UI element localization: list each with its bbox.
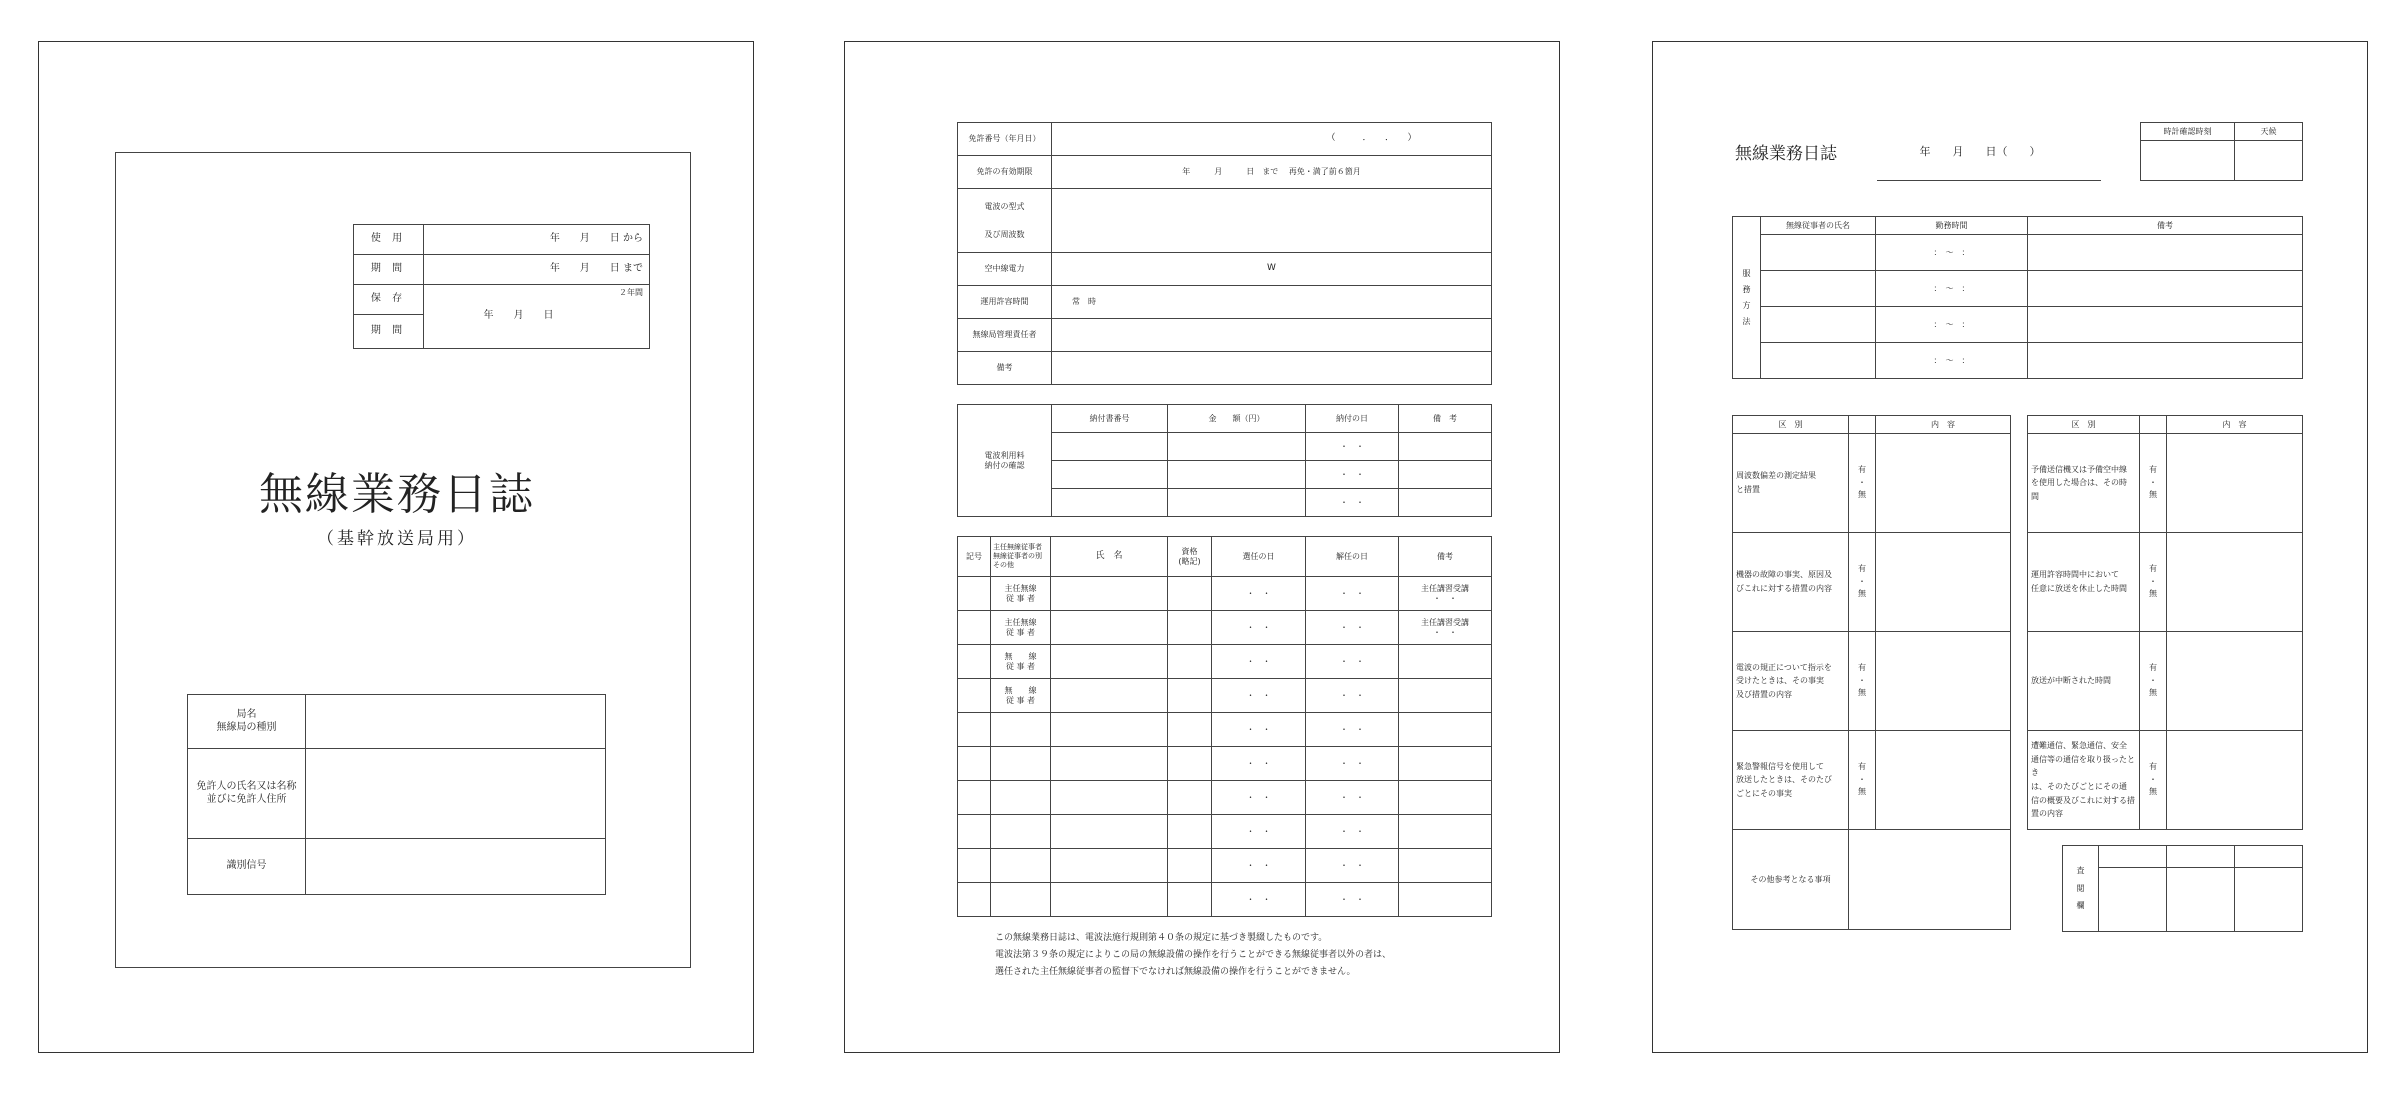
op-header-dismiss: 解任の日	[1306, 537, 1399, 577]
notes	[995, 930, 1391, 981]
table-row: ： ～ ：	[1733, 271, 2303, 307]
op-mark	[958, 849, 991, 883]
table-row	[2028, 434, 2303, 533]
op-dismiss-date: ・ ・	[1306, 781, 1399, 815]
op-remarks	[1399, 883, 1492, 917]
left-kind: 周波数偏差の測定結果 と措置	[1733, 434, 1849, 533]
op-dismiss-date: ・ ・	[1306, 713, 1399, 747]
op-remarks	[1399, 747, 1492, 781]
log-title: 無線業務日誌	[1735, 144, 1837, 164]
license-number-label: 免許番号（年月日）	[958, 123, 1052, 156]
table-row: ・ ・	[958, 461, 1492, 489]
op-qual	[1168, 849, 1212, 883]
op-appoint-date: ・ ・	[1212, 645, 1306, 679]
clock-check-value	[2141, 141, 2235, 181]
license-remarks-value	[1052, 352, 1492, 385]
table-row: ： ～ ：	[1733, 343, 2303, 379]
op-remarks	[1399, 713, 1492, 747]
left-section-table	[1732, 415, 2011, 930]
cover-page	[38, 41, 754, 1053]
keep-date: 年 月 日	[483, 310, 554, 322]
right-kind: 遭難通信、緊急通信、安全 通信等の通信を取り扱ったとき は、そのたびごとにその通 信の概要及びこれに対する措置の内容	[2028, 731, 2140, 830]
table-row	[2028, 731, 2303, 830]
op-mark	[958, 781, 991, 815]
fee-header-remarks: 備 考	[1399, 405, 1492, 433]
inspection-table	[2062, 845, 2303, 932]
op-mark	[958, 747, 991, 781]
table-row: ・ ・	[958, 489, 1492, 517]
left-kind: 機器の故障の事実、原因及 びこれに対する措置の内容	[1733, 533, 1849, 632]
right-header-kind: 区 別	[2028, 416, 2140, 434]
emission-value	[1052, 189, 1492, 253]
yes-no-mark: 有 ・ 無	[1849, 434, 1876, 533]
yes-no-mark: 有 ・ 無	[2140, 434, 2167, 533]
period-label: 期 間	[354, 255, 424, 285]
right-section-table	[2027, 415, 2303, 830]
op-appoint-date: ・ ・	[1212, 781, 1306, 815]
licensee-value	[306, 749, 606, 839]
note-3: 選任された主任無線従事者の監督下でなければ無線設備の操作を行うことができません。	[995, 967, 1356, 977]
left-content	[1876, 731, 2011, 830]
right-kind: 放送が中断された時間	[2028, 632, 2140, 731]
fee-label: 電波利用料 納付の確認	[958, 405, 1052, 517]
op-name	[1051, 645, 1168, 679]
table-row: ： ～ ：	[1733, 235, 2303, 271]
op-header-remarks: 備考	[1399, 537, 1492, 577]
manager-label: 無線局管理責任者	[958, 319, 1052, 352]
left-content	[1876, 434, 2011, 533]
yes-no-mark: 有 ・ 無	[2140, 731, 2167, 830]
log-page	[1652, 41, 2368, 1053]
op-qual	[1168, 645, 1212, 679]
op-appoint-date: ・ ・	[1212, 883, 1306, 917]
op-name	[1051, 747, 1168, 781]
service-header-name: 無線従事者の氏名	[1761, 217, 1876, 235]
log-date-underline	[1877, 180, 2101, 181]
op-dismiss-date: ・ ・	[1306, 611, 1399, 645]
table-row	[958, 815, 1492, 849]
op-type	[991, 747, 1051, 781]
fee-header-amount: 金 額（円）	[1168, 405, 1306, 433]
right-kind: 予備送信機又は予備空中線 を使用した場合は、その時 間	[2028, 434, 2140, 533]
left-header-content: 内 容	[1876, 416, 2011, 434]
table-row	[958, 645, 1492, 679]
op-type: 無 線 従 事 者	[991, 645, 1051, 679]
license-table	[957, 122, 1492, 385]
op-header-qual: 資格 (略記)	[1168, 537, 1212, 577]
note-2: 電波法第３９条の規定によりこの局の無線設備の操作を行うことができる無線従事者以外の者は、	[995, 950, 1392, 960]
use-until: 年 月 日 まで	[424, 255, 650, 285]
op-remarks: 主任講習受講 ・ ・	[1399, 577, 1492, 611]
op-header-mark: 記号	[958, 537, 991, 577]
op-appoint-date: ・ ・	[1212, 577, 1306, 611]
license-page	[844, 41, 1560, 1053]
yes-no-mark: 有 ・ 無	[1849, 632, 1876, 731]
op-qual	[1168, 679, 1212, 713]
fee-header-date: 納付の日	[1306, 405, 1399, 433]
cover-subtitle: （基幹放送局用）	[317, 529, 477, 549]
op-mark	[958, 713, 991, 747]
fee-header-number: 納付書番号	[1052, 405, 1168, 433]
op-appoint-date: ・ ・	[1212, 611, 1306, 645]
call-sign-value	[306, 839, 606, 895]
use-from: 年 月 日 から	[424, 225, 650, 255]
left-content	[1876, 533, 2011, 632]
right-content	[2167, 533, 2303, 632]
yes-no-mark: 有 ・ 無	[2140, 533, 2167, 632]
op-remarks: 主任講習受講 ・ ・	[1399, 611, 1492, 645]
op-mark	[958, 815, 991, 849]
use-label: 使 用	[354, 225, 424, 255]
op-name	[1051, 679, 1168, 713]
op-dismiss-date: ・ ・	[1306, 679, 1399, 713]
right-header-content: 内 容	[2167, 416, 2303, 434]
service-header-remarks: 備考	[2028, 217, 2303, 235]
op-name	[1051, 577, 1168, 611]
validity-value: 年 月 日 まで 再免・満了前６箇月	[1052, 156, 1492, 189]
inspection-label: 査 閲 欄	[2063, 846, 2099, 932]
op-dismiss-date: ・ ・	[1306, 815, 1399, 849]
op-type: 主任無線 従 事 者	[991, 611, 1051, 645]
op-remarks	[1399, 815, 1492, 849]
op-dismiss-date: ・ ・	[1306, 747, 1399, 781]
power-value: W	[1052, 253, 1492, 286]
left-kind: 緊急警報信号を使用して 放送したときは、そのたび ごとにその事実	[1733, 731, 1849, 830]
clock-check-label: 時計確認時刻	[2141, 123, 2235, 141]
table-row	[1733, 533, 2011, 632]
op-appoint-date: ・ ・	[1212, 679, 1306, 713]
left-kind: 電波の規正について指示を 受けたときは、その事実 及び措置の内容	[1733, 632, 1849, 731]
validity-label: 免許の有効期限	[958, 156, 1052, 189]
manager-value	[1052, 319, 1492, 352]
op-appoint-date: ・ ・	[1212, 815, 1306, 849]
left-header-kind: 区 別	[1733, 416, 1849, 434]
op-appoint-date: ・ ・	[1212, 713, 1306, 747]
op-type	[991, 713, 1051, 747]
service-table	[1732, 216, 2303, 379]
keep-label: 保 存	[354, 285, 424, 315]
op-remarks	[1399, 679, 1492, 713]
table-row	[958, 781, 1492, 815]
keep-period-label: 期 間	[354, 315, 424, 349]
table-row	[1733, 731, 2011, 830]
op-qual	[1168, 747, 1212, 781]
yes-no-mark: 有 ・ 無	[1849, 533, 1876, 632]
table-row	[958, 611, 1492, 645]
op-mark	[958, 645, 991, 679]
clock-weather-table	[2140, 122, 2303, 181]
table-row	[958, 883, 1492, 917]
op-appoint-date: ・ ・	[1212, 849, 1306, 883]
table-row: ： ～ ：	[1733, 307, 2303, 343]
service-header-hours: 勤務時間	[1876, 217, 2028, 235]
op-appoint-date: ・ ・	[1212, 747, 1306, 781]
note-1: この無線業務日誌は、電波法施行規則第４０条の規定に基づき製綴したものです。	[995, 933, 1328, 943]
op-type	[991, 883, 1051, 917]
keep-cell	[424, 285, 650, 349]
op-mark	[958, 611, 991, 645]
licensee-label: 免許人の氏名又は名称 並びに免許人住所	[188, 749, 306, 839]
op-header-type: 主任無線従事者 無線従事者の別 その他	[991, 537, 1051, 577]
op-qual	[1168, 883, 1212, 917]
op-dismiss-date: ・ ・	[1306, 577, 1399, 611]
license-number-value: （ ． ． ）	[1052, 123, 1492, 156]
cover-title: 無線業務日誌	[259, 469, 535, 520]
op-qual	[1168, 781, 1212, 815]
emission-label: 電波の型式 及び周波数	[958, 189, 1052, 253]
op-type: 無 線 従 事 者	[991, 679, 1051, 713]
station-name-label: 局名 無線局の種別	[188, 695, 306, 749]
table-row	[2028, 533, 2303, 632]
other-matters-label: その他参考となる事項	[1733, 830, 1849, 930]
power-label: 空中線電力	[958, 253, 1052, 286]
table-row	[958, 849, 1492, 883]
fee-table	[957, 404, 1492, 517]
operators-table	[957, 536, 1492, 917]
right-content	[2167, 731, 2303, 830]
op-name	[1051, 815, 1168, 849]
operators-body	[958, 577, 1492, 917]
op-type: 主任無線 従 事 者	[991, 577, 1051, 611]
service-side-label: 服 務 方 法	[1733, 217, 1761, 379]
op-dismiss-date: ・ ・	[1306, 645, 1399, 679]
op-name	[1051, 849, 1168, 883]
right-section-body	[2028, 434, 2303, 830]
op-type	[991, 781, 1051, 815]
op-type	[991, 849, 1051, 883]
op-qual	[1168, 611, 1212, 645]
other-matters-value	[1849, 830, 2011, 930]
keep-years: ２年間	[619, 288, 643, 297]
table-row	[958, 679, 1492, 713]
hours-label: 運用許容時間	[958, 286, 1052, 319]
left-section-body	[1733, 434, 2011, 830]
weather-value	[2235, 141, 2303, 181]
yes-no-mark: 有 ・ 無	[1849, 731, 1876, 830]
op-remarks	[1399, 781, 1492, 815]
op-mark	[958, 577, 991, 611]
call-sign-label: 識別信号	[188, 839, 306, 895]
op-type	[991, 815, 1051, 849]
op-name	[1051, 883, 1168, 917]
op-qual	[1168, 815, 1212, 849]
right-content	[2167, 632, 2303, 731]
right-content	[2167, 434, 2303, 533]
station-name-value	[306, 695, 606, 749]
license-remarks-label: 備考	[958, 352, 1052, 385]
table-row	[1733, 632, 2011, 731]
period-table	[353, 224, 650, 349]
log-date: 年 月 日（ ）	[1919, 145, 2041, 158]
left-content	[1876, 632, 2011, 731]
op-header-appoint: 選任の日	[1212, 537, 1306, 577]
table-row	[958, 713, 1492, 747]
op-qual	[1168, 713, 1212, 747]
right-kind: 運用許容時間中において 任意に放送を休止した時間	[2028, 533, 2140, 632]
hours-value: 常 時	[1052, 286, 1492, 319]
station-table	[187, 694, 606, 895]
table-row	[958, 577, 1492, 611]
op-remarks	[1399, 849, 1492, 883]
table-row	[1733, 434, 2011, 533]
op-name	[1051, 781, 1168, 815]
op-name	[1051, 611, 1168, 645]
weather-label: 天候	[2235, 123, 2303, 141]
op-header-name: 氏 名	[1051, 537, 1168, 577]
op-mark	[958, 679, 991, 713]
yes-no-mark: 有 ・ 無	[2140, 632, 2167, 731]
op-mark	[958, 883, 991, 917]
table-row	[2028, 632, 2303, 731]
op-qual	[1168, 577, 1212, 611]
op-dismiss-date: ・ ・	[1306, 849, 1399, 883]
table-row: ・ ・	[958, 433, 1492, 461]
op-name	[1051, 713, 1168, 747]
table-row	[958, 747, 1492, 781]
op-remarks	[1399, 645, 1492, 679]
op-dismiss-date: ・ ・	[1306, 883, 1399, 917]
